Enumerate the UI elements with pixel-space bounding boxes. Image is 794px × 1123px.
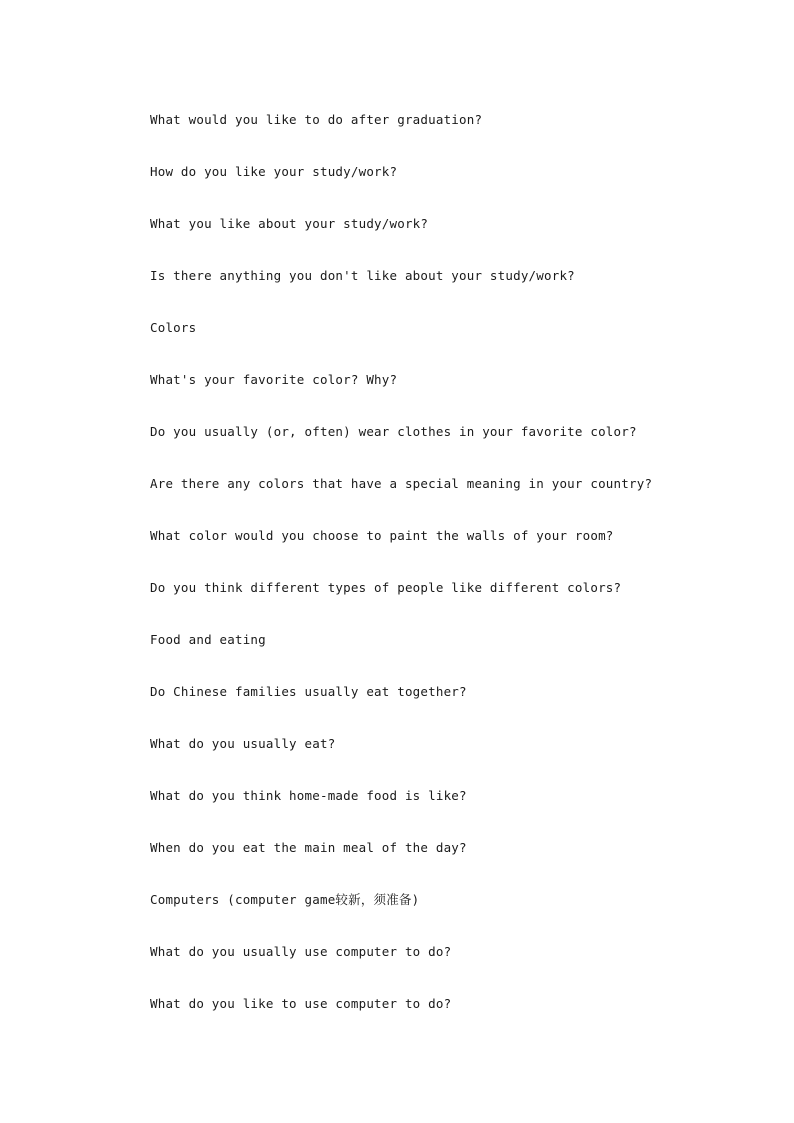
section-heading: Food and eating bbox=[150, 632, 266, 647]
section-heading: Computers (computer game较新，须准备) bbox=[150, 892, 420, 907]
question-line: When do you eat the main meal of the day? bbox=[150, 840, 467, 855]
question-line: What do you usually use computer to do? bbox=[150, 944, 452, 959]
question-line: What do you think home-made food is like? bbox=[150, 788, 467, 803]
question-line: What's your favorite color? Why? bbox=[150, 372, 398, 387]
question-line: What would you like to do after graduation? bbox=[150, 112, 483, 127]
question-line: What do you like to use computer to do? bbox=[150, 996, 452, 1011]
question-line: Do you think different types of people like different colors? bbox=[150, 580, 622, 595]
question-line: What color would you choose to paint the walls of your room? bbox=[150, 528, 614, 543]
question-line: Is there anything you don't like about your study/work? bbox=[150, 268, 575, 283]
question-line: What do you usually eat? bbox=[150, 736, 336, 751]
question-line: Do you usually (or, often) wear clothes in your favorite color? bbox=[150, 424, 637, 439]
question-line: Are there any colors that have a special meaning in your country? bbox=[150, 476, 653, 491]
question-line: What you like about your study/work? bbox=[150, 216, 429, 231]
section-heading: Colors bbox=[150, 320, 197, 335]
question-list bbox=[150, 110, 750, 1046]
question-line: How do you like your study/work? bbox=[150, 164, 398, 179]
question-line: Do Chinese families usually eat together? bbox=[150, 684, 467, 699]
